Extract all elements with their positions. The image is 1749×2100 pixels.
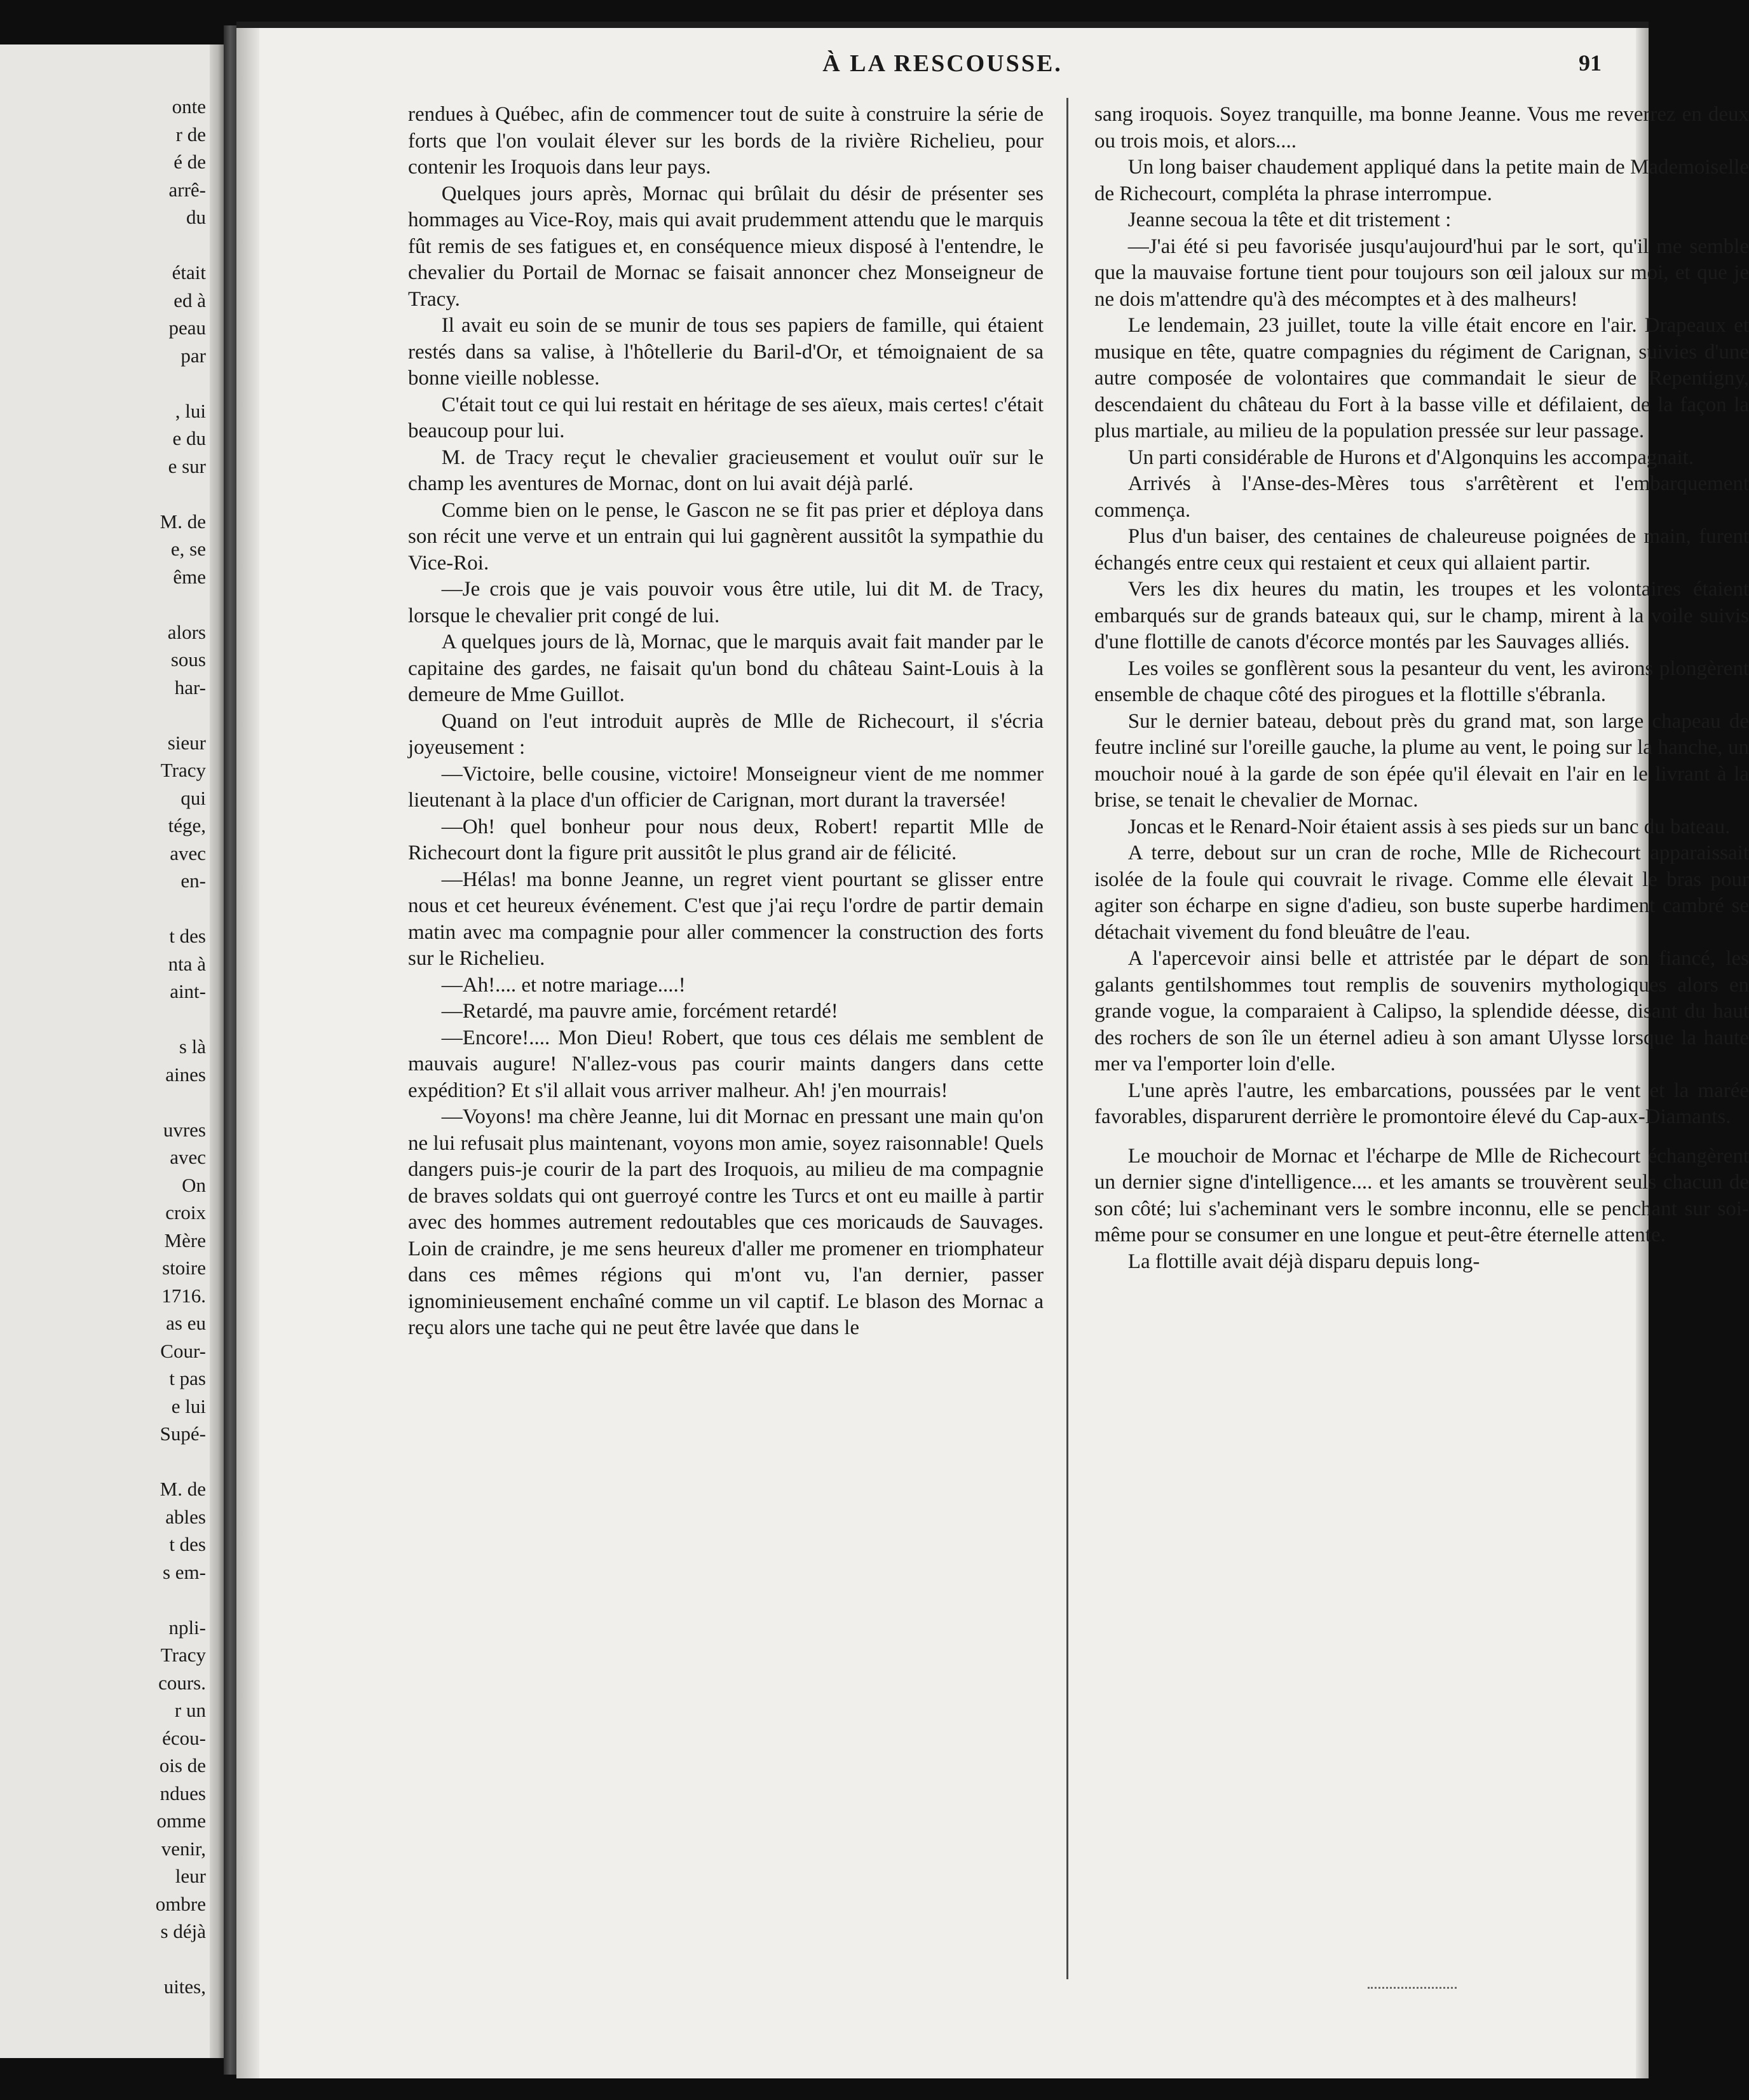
left-line-fragment: aines — [165, 1063, 206, 1086]
paragraph: M. de Tracy reçut le chevalier gracieusement et voulut ouïr sur le champ les aventures de Mornac, dont on lui avait déjà parlé. — [408, 446, 1044, 495]
left-line-fragment: M. de — [160, 510, 206, 533]
paragraph: Le mouchoir de Mornac et l'écharpe de Mlle de Richecourt échangèrent un dernier signe d'intelligence.... et les amants se trouvèrent seuls chacun de son côté; lui s'acheminant vers le sombre inconnu, elle se penchant sur soi-même pour se consumer en une longue et peut-être éternelle attente. — [1094, 1144, 1749, 1246]
left-line-fragment: du — [186, 206, 206, 228]
paragraph: Quand on l'eut introduit auprès de Mlle de Richecourt, il s'écria joyeusement : — [408, 709, 1044, 759]
paragraph: rendues à Québec, afin de commencer tout de suite à construire la série de forts que l'on voulait élever sur les bords de la rivière Richelieu, pour contenir les Iroquois dans leur pays. — [408, 103, 1044, 179]
left-line-fragment: uites, — [163, 1975, 206, 1998]
page-number: 91 — [1579, 50, 1602, 76]
left-line-fragment: é de — [174, 151, 206, 173]
paragraph: —Je crois que je vais pouvoir vous être utile, lui dit M. de Tracy, lorsque le chevalier prit congé de lui. — [408, 578, 1044, 627]
paragraph: La flottille avait déjà disparu depuis long- — [1127, 1250, 1480, 1273]
left-line-fragment: qui — [180, 786, 206, 809]
paragraph: Les voiles se gonflèrent sous la pesanteur du vent, les avirons plongèrent ensemble de chaque côté des pirogues et la flottille s'ébranla. — [1094, 657, 1749, 706]
left-line-fragment: har- — [174, 676, 206, 699]
running-head: À LA RESCOUSSE. — [822, 50, 1063, 77]
paragraph: Quelques jours après, Mornac qui brûlait du désir de présenter ses hommages au Vice-Roy, mais qui avait prudemment attendu que le marquis fût remis de ses fatigues et, en conséquence mieux disposé à l'entendre, le chevalier du Portail de Mornac se faisait annoncer chez Monseigneur de Tracy. — [408, 182, 1044, 311]
paragraph: A l'apercevoir ainsi belle et attristée par le départ de son fiancé, les galants gentilshommes tout remplis de souvenirs mythologiques alors en grande vogue, la comparaient à Calipso, la splendide déesse, disant du haut des rochers de son île un éternel adieu à son amant Ulysse lorsque la haute mer va l'emporter loin d'elle. — [1094, 947, 1749, 1075]
left-line-fragment: ed à — [174, 289, 206, 311]
paragraph: —Voyons! ma chère Jeanne, lui dit Mornac en pressant une main qu'on ne lui refusait plus maintenant, voyons mon amie, soyez raisonnable! Quels dangers puis-je courir de la part des Iroquois, au milieu de ma compagnie de braves soldats qui ont guerroyé contre les Turcs et ont eu maille à partir avec des hommes autrement redoutables que ces moricauds de Sauvages. Loin de craindre, je me sens heureux d'aller me promener en triomphateur dans ces mêmes régions qui m'ont vu, l'an dernier, passer ignominieusement enchaîné comme un vil captif. Le blason des Mornac a reçu alors une tache qui ne peut être lavée que dans le — [408, 1105, 1044, 1339]
inner-page-shadow — [236, 28, 259, 2078]
left-line-fragment: t des — [169, 1533, 206, 1555]
text-column-right — [1094, 102, 1749, 1275]
left-line-fragment: uvres — [163, 1118, 206, 1141]
left-line-fragment: ême — [173, 565, 206, 588]
book-page — [236, 22, 1749, 2078]
left-line-fragment: e, se — [170, 538, 206, 560]
left-line-fragment: leur — [175, 1865, 206, 1887]
paragraph: A terre, debout sur un cran de roche, Mlle de Richecourt apparaissait isolée de la foule qui couvrait le rivage. Comme elle élevait le bras pour agiter son écharpe en signe d'adieu, son buste superbe hardiment cambré se détachait vivement du fond bleuâtre de l'eau. — [1094, 842, 1749, 944]
paragraph: Le lendemain, 23 juillet, toute la ville était encore en l'air. Drapeaux et musique en tête, quatre compagnies du régiment de Carignan, suivies d'une autre composée de volontaires que commandait le sieur de Repentigny, descendaient du château du Fort à la basse ville et défilaient, de la façon la plus martiale, au milieu de la population pressée sur leur passage. — [1094, 314, 1749, 442]
left-line-fragment: onte — [172, 95, 206, 118]
left-line-fragment: écou- — [162, 1726, 206, 1749]
left-line-fragment: Cour- — [160, 1339, 206, 1362]
left-line-fragment: avec — [170, 842, 206, 864]
paragraph: Arrivés à l'Anse-des-Mères tous s'arrêtèrent et l'embarquement commença. — [1094, 472, 1749, 522]
paragraph: Joncas et le Renard-Noir étaient assis à ses pieds sur un banc du bateau. — [1127, 815, 1731, 838]
scan-border — [0, 2078, 1670, 2100]
left-line-fragment: r de — [175, 123, 206, 146]
left-line-fragment: ndues — [160, 1782, 206, 1804]
paragraph: —Encore!.... Mon Dieu! Robert, que tous ces délais me semblent de mauvais augure! N'allez-vous pas courir maints dangers dans cette expédition? Et s'il allait vous arriver malheur. Ah! j'en mourrais! — [408, 1026, 1044, 1102]
left-line-fragment: e du — [172, 427, 206, 449]
book-gutter — [224, 25, 236, 2075]
left-line-fragment: e sur — [168, 454, 206, 477]
paragraph: —Hélas! ma bonne Jeanne, un regret vient pourtant se glisser entre nous et cet heureux événement. C'est que j'ai reçu l'ordre de partir demain matin avec ma compagnie pour aller commencer la construction des forts sur le Richelieu. — [408, 868, 1044, 970]
left-line-fragment: Tracy — [160, 1644, 206, 1666]
paragraph: Un long baiser chaudement appliqué dans la petite main de Mademoiselle de Richecourt, compléta la phrase interrompue. — [1094, 156, 1749, 205]
left-line-fragment: ois de — [159, 1754, 206, 1776]
paragraph: L'une après l'autre, les embarcations, poussées par le vent et la marée favorables, disparurent derrière le promontoire élevé du Cap-aux-Diamants. — [1094, 1079, 1749, 1128]
left-line-fragment: s déjà — [160, 1920, 206, 1942]
left-line-fragment: e lui — [171, 1394, 206, 1417]
left-line-fragment: 1716. — [161, 1284, 206, 1307]
left-line-fragment: stoire — [162, 1257, 206, 1279]
paragraph: sang iroquois. Soyez tranquille, ma bonne Jeanne. Vous me reverrez en deux ou trois mois, et alors.... — [1094, 103, 1749, 153]
left-line-fragment: peau — [168, 317, 206, 339]
left-line-fragment: ables — [165, 1505, 206, 1528]
left-line-fragment: omme — [156, 1810, 206, 1832]
paragraph: Comme bien on le pense, le Gascon ne se fit pas prier et déploya dans son récit une verve et un entrain qui lui gagnèrent aussitôt la sympathie du Vice-Roi. — [408, 498, 1044, 575]
paragraph: —Victoire, belle cousine, victoire! Monseigneur vient de me nommer lieutenant à la place d'un officier de Carignan, mort durant la traversée! — [408, 762, 1044, 812]
left-line-fragment: Mère — [164, 1229, 206, 1251]
paragraph: A quelques jours de là, Mornac, que le marquis avait fait mander par le capitaine des gardes, ne faisait qu'un bond du château Saint-Louis à la demeure de Mme Guillot. — [408, 631, 1044, 706]
left-line-fragment: s em- — [162, 1560, 206, 1583]
paragraph: —J'ai été si peu favorisée jusqu'aujourd'hui par le sort, qu'il me semble que la mauvaise fortune tient pour toujours son œil jaloux sur moi, et que je ne dois m'attendre qu'à des mécomptes et à des malheurs! — [1094, 235, 1749, 311]
left-line-fragment: r un — [174, 1699, 206, 1721]
paragraph: Vers les dix heures du matin, les troupes et les volontaires étaient embarqués sur de grands bateaux qui, sur le champ, mirent à la voile suivis d'une flottille de canots d'écorce montés par les Sauvages alliés. — [1094, 578, 1749, 653]
left-line-fragment: t pas — [169, 1367, 206, 1389]
left-line-fragment: nta à — [168, 952, 206, 975]
left-line-fragment: sieur — [167, 731, 206, 754]
paragraph: C'était tout ce qui lui restait en héritage de ses aïeux, mais certes! c'était beaucoup pour lui. — [408, 393, 1044, 442]
paragraph: Jeanne secoua la tête et dit tristement : — [1127, 208, 1452, 231]
paragraph: —Retardé, ma pauvre amie, forcément retardé! — [441, 1000, 838, 1023]
text-column-left — [408, 102, 1044, 1342]
facing-page-fragment — [0, 44, 224, 2058]
page-end-mark — [1368, 1987, 1457, 1991]
left-line-fragment: cours. — [158, 1671, 206, 1694]
paragraph: Un parti considérable de Hurons et d'Algonquins les accompagnait. — [1127, 446, 1694, 469]
left-line-fragment: Supé- — [160, 1422, 206, 1445]
left-line-fragment: ombre — [155, 1892, 206, 1915]
column-rule — [1066, 98, 1068, 1979]
left-line-fragment: par — [180, 344, 206, 367]
left-line-fragment: tége, — [168, 814, 206, 836]
left-line-fragment: était — [172, 261, 206, 283]
left-line-fragment: venir, — [161, 1837, 206, 1860]
paragraph: Plus d'un baiser, des centaines de chaleureuse poignées de main, furent échangés entre ceux qui restaient et ceux qui allaient partir. — [1094, 525, 1749, 575]
left-line-fragment: t des — [169, 925, 206, 947]
paragraph: Il avait eu soin de se munir de tous ses papiers de famille, qui étaient restés dans sa valise, à l'hôtellerie du Baril-d'Or, et témoignaient de sa bonne vieille noblesse. — [408, 314, 1044, 390]
left-line-fragment: npli- — [168, 1616, 206, 1639]
paragraph: Sur le dernier bateau, debout près du grand mat, son large chapeau de feutre incliné sur l'oreille gauche, la plume au vent, le poing sur la hanche, un mouchoir noué à la garde de son épée qu'il élevait en l'air en le livrant à la brise, se tenait le chevalier de Mornac. — [1094, 709, 1749, 812]
page-curl-shadow — [210, 44, 224, 2058]
left-line-fragment: On — [182, 1173, 206, 1196]
paragraph: —Ah!.... et notre mariage....! — [441, 973, 686, 997]
left-line-fragment: avec — [170, 1146, 206, 1168]
left-line-fragment: aint- — [170, 980, 206, 1002]
left-line-fragment: , lui — [175, 399, 206, 422]
left-line-fragment: arrê- — [168, 178, 206, 201]
paragraph: —Oh! quel bonheur pour nous deux, Robert! repartit Mlle de Richecourt dont la figure prit aussitôt le plus grand air de félicité. — [408, 815, 1044, 864]
left-line-fragment: alors — [167, 620, 206, 643]
left-line-fragment: sous — [170, 648, 206, 671]
left-line-fragment: as eu — [166, 1312, 206, 1334]
left-line-fragment: en- — [180, 869, 206, 892]
left-line-fragment: Tracy — [160, 759, 206, 781]
left-line-fragment: croix — [165, 1201, 206, 1224]
left-line-fragment: M. de — [160, 1478, 206, 1500]
left-line-fragment: s là — [179, 1035, 206, 1058]
